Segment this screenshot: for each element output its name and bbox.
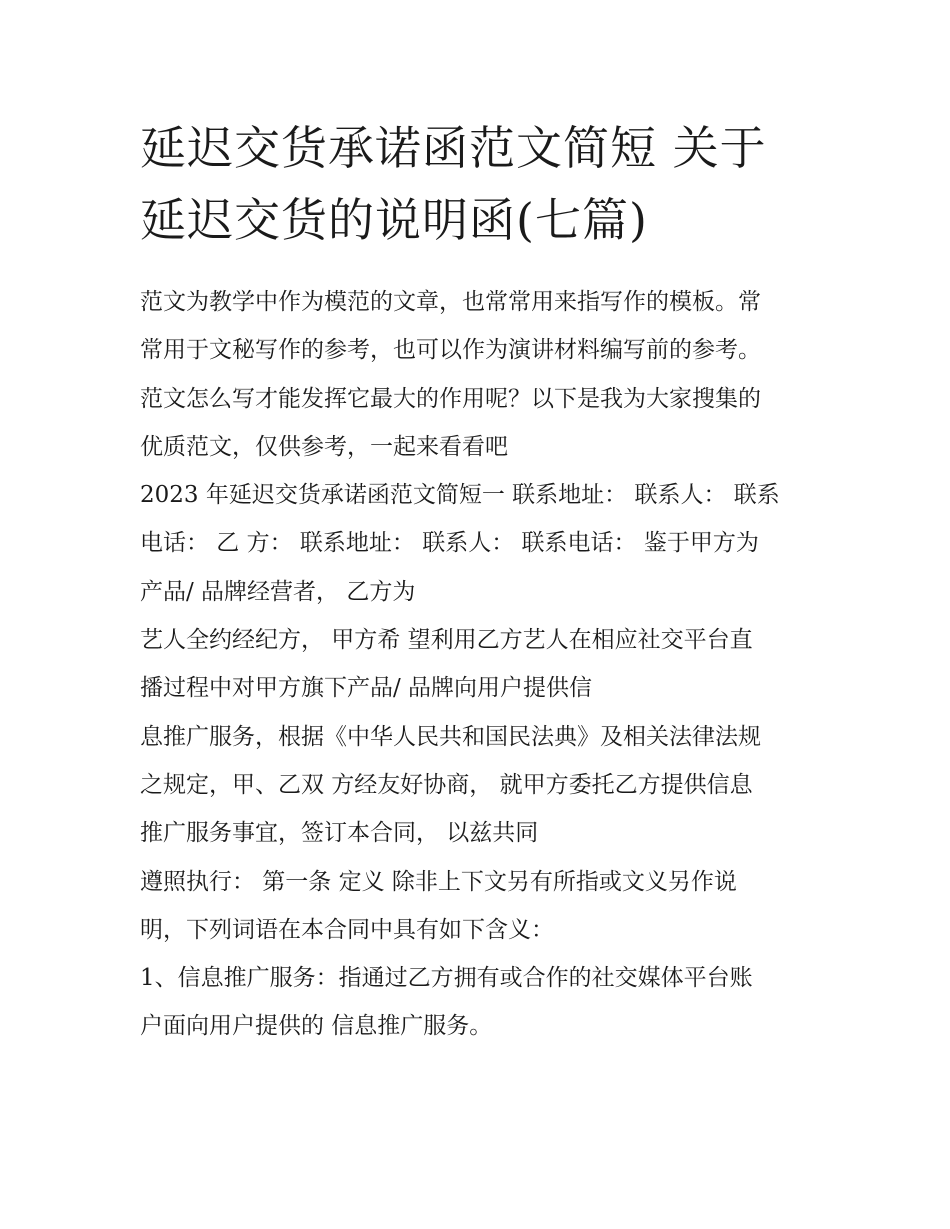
text-line: 户面向用户提供的 信息推广服务。 — [140, 1013, 493, 1040]
text-line: 范文为教学中作为模范的文章，也常常用来指写作的模板。常 — [140, 289, 761, 315]
text-line: 之规定，甲、乙双 方经友好协商， 就甲方委托乙方提供信息 — [140, 771, 753, 798]
title-line: 延迟交货的说明函(七篇) — [140, 193, 648, 247]
paragraph-contacts — [140, 471, 820, 616]
text-line: 遵照执行： 第一条 定义 除非上下文另有所指或文义另作说 — [140, 868, 737, 895]
text-line: 优质范文，仅供参考，一起来看看吧 — [140, 433, 508, 460]
text-line: 1、信息推广服务：指通过乙方拥有或合作的社交媒体平台账 — [140, 965, 753, 992]
text-line: 艺人全约经纪方， 甲方希 望利用乙方艺人在相应社交平台直 — [140, 627, 753, 654]
paragraph-clause-1 — [140, 954, 820, 1051]
text-line: 常用于文秘写作的参考，也可以作为演讲材料编写前的参考。 — [140, 337, 761, 364]
text-line: 范文怎么写才能发挥它最大的作用呢？以下是我为大家搜集的 — [140, 385, 761, 412]
paragraph-service — [140, 713, 820, 858]
text-line: 息推广服务，根据《中华人民共和国民法典》及相关法律法规 — [140, 723, 761, 750]
text-line: 推广服务事宜，签订本合同， 以兹共同 — [140, 820, 539, 847]
paragraph-intro — [140, 278, 820, 471]
text-line: 电话： 乙 方： 联系地址： 联系人： 联系电话： 鉴于甲方为 — [140, 530, 759, 557]
document-title — [140, 112, 820, 256]
text-line: 产品/ 品牌经营者， 乙方为 — [140, 578, 416, 605]
text-line: 2023 年延迟交货承诺函范文简短一 联系地址： 联系人： 联系 — [140, 482, 780, 509]
document-page — [140, 112, 820, 1051]
text-line: 明，下列词语在本合同中具有如下含义： — [140, 916, 554, 943]
paragraph-artist — [140, 616, 820, 713]
document-body — [140, 278, 820, 1051]
paragraph-definitions — [140, 858, 820, 955]
title-line: 延迟交货承诺函范文简短 关于 — [140, 121, 767, 175]
text-line: 播过程中对甲方旗下产品/ 品牌向用户提供信 — [140, 675, 593, 702]
